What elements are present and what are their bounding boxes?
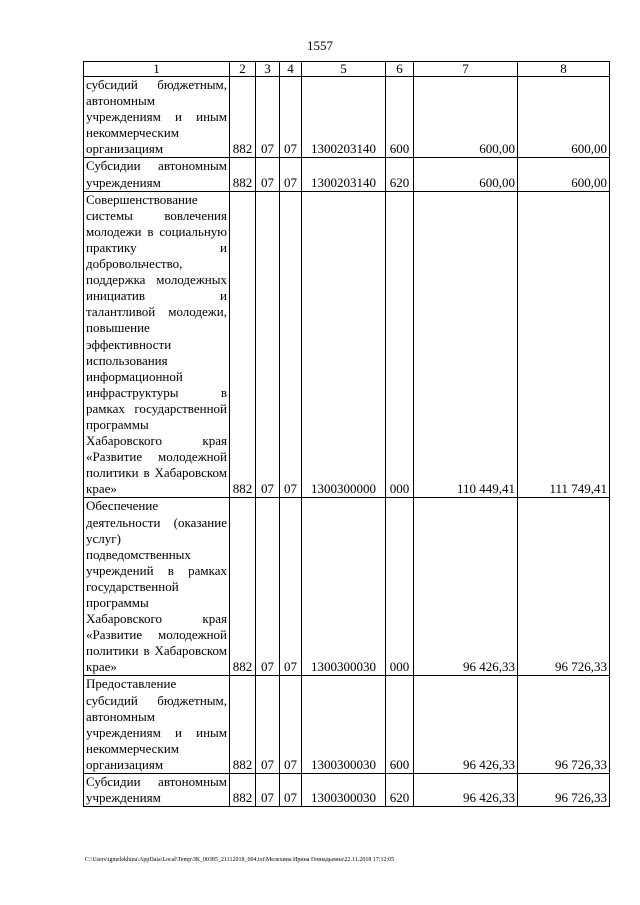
column-header: 4 xyxy=(280,62,302,77)
amount-cell: 96 726,33 xyxy=(518,676,610,774)
row-name-cell: субсидий бюджетным, автономным учреждениям и иным некоммерческим организациям xyxy=(84,77,230,158)
subsection-cell: 07 xyxy=(280,676,302,774)
row-name-cell: Субсидии автономным учреждениям xyxy=(84,158,230,191)
section-cell: 07 xyxy=(256,191,280,498)
amount-cell: 96 726,33 xyxy=(518,774,610,807)
subsection-cell: 07 xyxy=(280,191,302,498)
row-name-cell: Предоставление субсидий бюджетным, автономным учреждениям и иным некоммерческим организациям xyxy=(84,676,230,774)
type-code-cell: 000 xyxy=(386,191,414,498)
type-code-cell: 000 xyxy=(386,498,414,676)
type-code-cell: 620 xyxy=(386,774,414,807)
section-cell: 07 xyxy=(256,774,280,807)
column-header: 3 xyxy=(256,62,280,77)
code-cell: 882 xyxy=(230,191,256,498)
page-number: 1557 xyxy=(307,38,333,53)
table-header-row xyxy=(84,62,610,77)
amount-cell: 96 726,33 xyxy=(518,498,610,676)
column-header: 5 xyxy=(302,62,386,77)
amount-cell: 111 749,41 xyxy=(518,191,610,498)
code-cell: 882 xyxy=(230,774,256,807)
target-code-cell: 1300300030 xyxy=(302,774,386,807)
amount-cell: 96 426,33 xyxy=(414,498,518,676)
row-name-cell: Субсидии автономным учреждениям xyxy=(84,774,230,807)
code-cell: 882 xyxy=(230,676,256,774)
type-code-cell: 620 xyxy=(386,158,414,191)
section-cell: 07 xyxy=(256,158,280,191)
target-code-cell: 1300203140 xyxy=(302,158,386,191)
amount-cell: 110 449,41 xyxy=(414,191,518,498)
amount-cell: 96 426,33 xyxy=(414,774,518,807)
row-name-cell: Обеспечение деятельности (оказание услуг) подведомственных учреждений в рамках государственной программы Хабаровского края «Развитие молодежной политики в Хабаровском крае» xyxy=(84,498,230,676)
column-header: 8 xyxy=(518,62,610,77)
section-cell: 07 xyxy=(256,77,280,158)
column-header: 7 xyxy=(414,62,518,77)
section-cell: 07 xyxy=(256,498,280,676)
table-row xyxy=(84,676,610,774)
budget-table xyxy=(83,61,610,807)
target-code-cell: 1300203140 xyxy=(302,77,386,158)
subsection-cell: 07 xyxy=(280,498,302,676)
table-row xyxy=(84,158,610,191)
type-code-cell: 600 xyxy=(386,77,414,158)
subsection-cell: 07 xyxy=(280,77,302,158)
code-cell: 882 xyxy=(230,77,256,158)
column-header: 6 xyxy=(386,62,414,77)
type-code-cell: 600 xyxy=(386,676,414,774)
target-code-cell: 1300300000 xyxy=(302,191,386,498)
subsection-cell: 07 xyxy=(280,158,302,191)
table-row xyxy=(84,191,610,498)
row-name-cell: Совершенствование системы вовлечения молодежи в социальную практику и добровольчество, поддержка молодежных инициатив и талантливой молодежи, повышение эффективности использования информационной инфраструктуры в рамках государственной программы Хабаровского края «Развитие молодежной политики в Хабаровском крае» xyxy=(84,191,230,498)
amount-cell: 600,00 xyxy=(414,77,518,158)
amount-cell: 600,00 xyxy=(518,158,610,191)
target-code-cell: 1300300030 xyxy=(302,676,386,774)
column-header: 2 xyxy=(230,62,256,77)
column-header: 1 xyxy=(84,62,230,77)
table-row xyxy=(84,498,610,676)
amount-cell: 600,00 xyxy=(414,158,518,191)
amount-cell: 96 426,33 xyxy=(414,676,518,774)
amount-cell: 600,00 xyxy=(518,77,610,158)
table-row xyxy=(84,774,610,807)
subsection-cell: 07 xyxy=(280,774,302,807)
table-row xyxy=(84,77,610,158)
section-cell: 07 xyxy=(256,676,280,774)
target-code-cell: 1300300030 xyxy=(302,498,386,676)
footer-file-path: C:\Users\igmelekhina\AppData\Local\Temp\ЗК_00385_21112018_004.txt\Мелехина Ирина Геннадьевна\22.11.2018 17:12:05 xyxy=(85,857,395,863)
code-cell: 882 xyxy=(230,158,256,191)
code-cell: 882 xyxy=(230,498,256,676)
